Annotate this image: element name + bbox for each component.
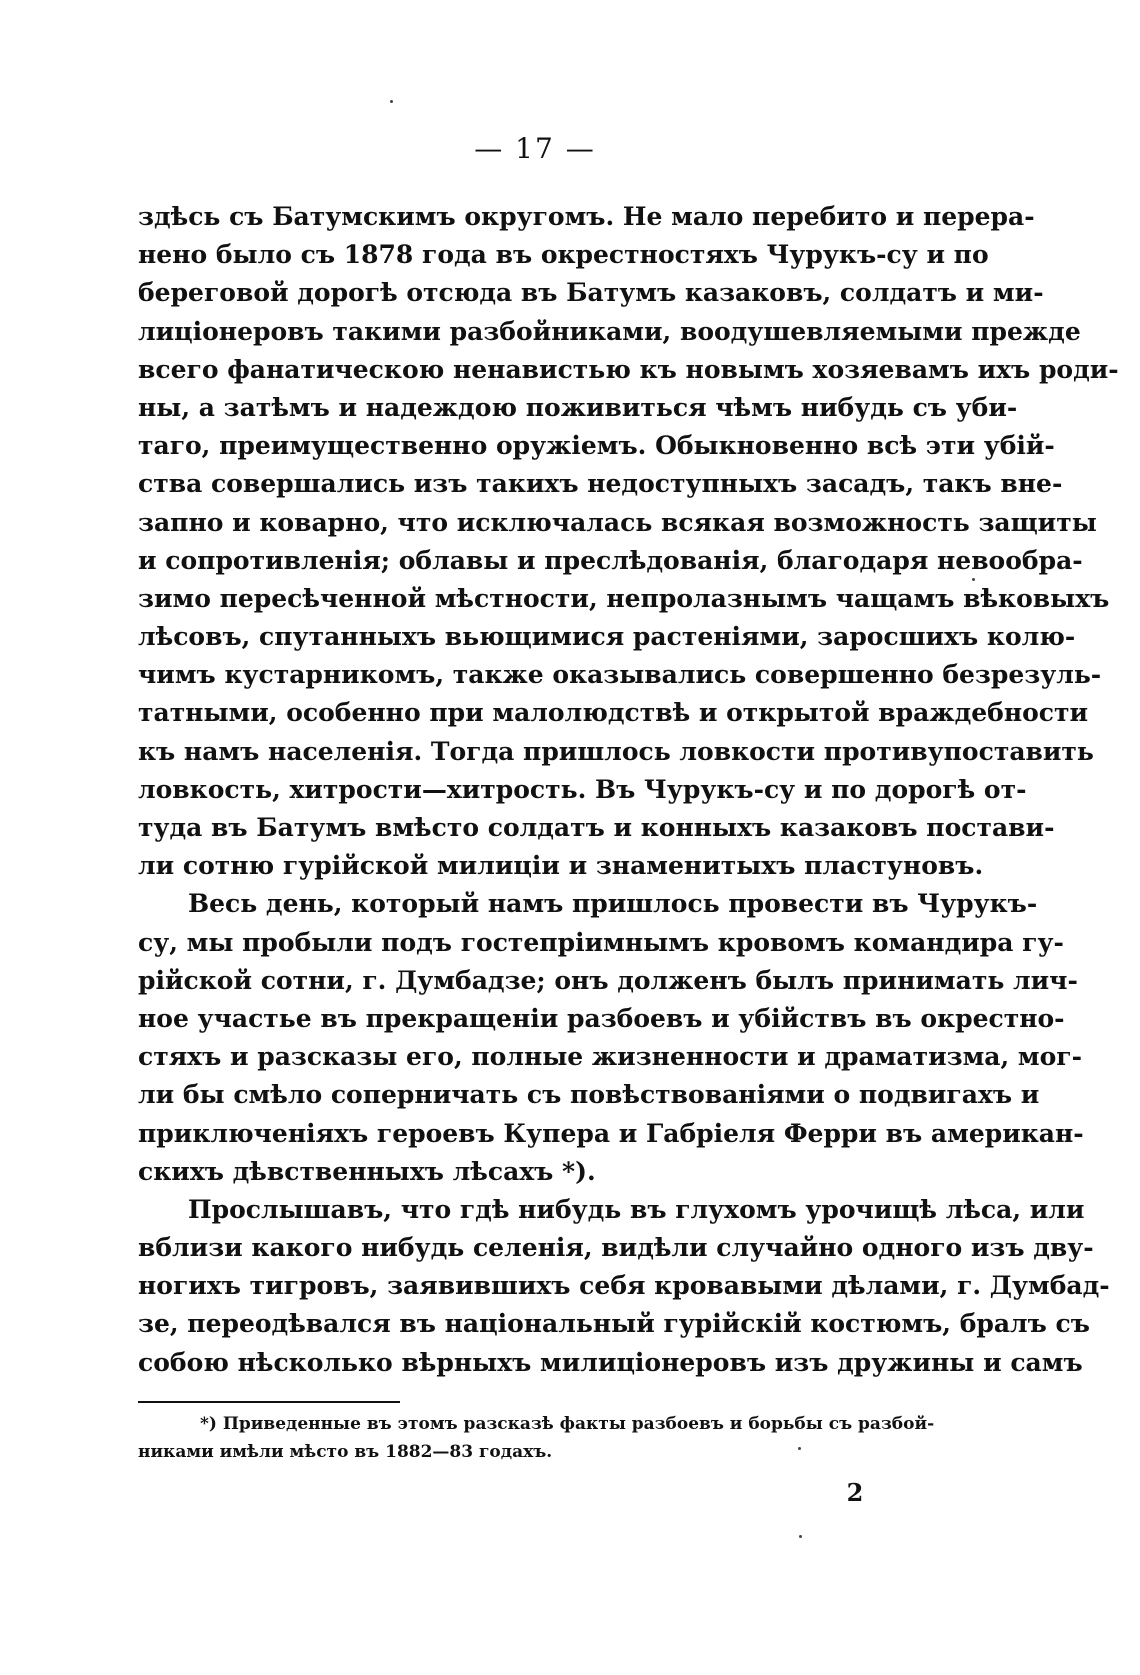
text-line: къ намъ населенія. Тогда пришлось ловкости противупоставить [138,736,1094,766]
signature-mark: 2 [846,1478,864,1507]
text-line: запно и коварно, что исключалась всякая возможность защиты [138,507,1097,537]
scan-speck [798,1447,801,1450]
text-line: и сопротивленія; облавы и преслѣдованія, благодаря невообра- [138,545,1083,575]
text-line: ства совершались изъ такихъ недоступныхъ засадъ, такъ вне- [138,469,1063,499]
text-line: ное участье въ прекращеніи разбоевъ и убійствъ въ окрестно- [138,1003,1065,1033]
text-line: ли бы смѣло соперничать съ повѣствованіями о подвигахъ и [138,1080,1040,1110]
text-line: собою нѣсколько вѣрныхъ милиціонеровъ изъ дружины и самъ [138,1347,1083,1377]
text-line: рійской сотни, г. Думбадзе; онъ долженъ былъ принимать лич- [138,965,1078,995]
text-line: су, мы пробыли подъ гостепріимнымъ кровомъ командира гу- [138,927,1064,957]
text-line: всего фанатическою ненавистью къ новымъ хозяевамъ ихъ роди- [138,354,1119,384]
text-line: скихъ дѣвственныхъ лѣсахъ *). [138,1156,596,1186]
footnote-line: *) Приведенные въ этомъ разсказѣ факты разбоевъ и борьбы съ разбой- [200,1414,935,1434]
body-text [138,198,1119,1382]
scan-speck [390,100,393,103]
text-line: лиціонеровъ такими разбойниками, воодушевляемыми прежде [138,316,1081,346]
text-line: таго, преимущественно оружіемъ. Обыкновенно всѣ эти убій- [138,431,1055,461]
footnote [138,1410,935,1466]
text-line: ногихъ тигровъ, заявившихъ себя кровавыми дѣлами, г. Думбад- [138,1271,1110,1301]
text-line: зе, переодѣвался въ національный гурійскій костюмъ, бралъ съ [138,1309,1090,1339]
text-line: стяхъ и разсказы его, полные жизненности и драматизма, мог- [138,1042,1082,1072]
text-line: Прослышавъ, что гдѣ нибудь въ глухомъ урочищѣ лѣса, или [188,1194,1085,1224]
text-line: ловкость, хитрости—хитрость. Въ Чурукъ-су и по дорогѣ от- [138,774,1027,804]
text-line: чимъ кустарникомъ, также оказывались совершенно безрезуль- [138,660,1102,690]
text-line: нено было съ 1878 года въ окрестностяхъ Чурукъ-су и по [138,240,989,270]
text-line: здѣсь съ Батумскимъ округомъ. Не мало перебито и перера- [138,202,1035,231]
footnote-divider [138,1401,400,1403]
text-line: ли сотню гурійской милиціи и знаменитыхъ пластуновъ. [138,851,984,881]
text-line: туда въ Батумъ вмѣсто солдатъ и конныхъ казаковъ постави- [138,813,1055,842]
text-line: вблизи какого нибудь селенія, видѣли случайно одного изъ дву- [138,1233,1094,1263]
text-line: приключеніяхъ героевъ Купера и Габріеля Ферри въ американ- [138,1118,1084,1148]
text-line: ны, а затѣмъ и надеждою поживиться чѣмъ нибудь съ уби- [138,392,1018,422]
scan-speck [799,1535,802,1538]
text-line: татными, особенно при малолюдствѣ и открытой враждебности [138,698,1089,728]
footnote-line: никами имѣли мѣсто въ 1882—83 годахъ. [138,1442,553,1462]
page-number: — 17 — [474,132,596,165]
text-line: Весь день, который намъ пришлось провести въ Чурукъ- [188,889,1038,919]
text-line: лѣсовъ, спутанныхъ вьющимися растеніями, заросшихъ колю- [138,622,1076,652]
scan-speck [972,578,975,581]
text-line: береговой дорогѣ отсюда въ Батумъ казаковъ, солдатъ и ми- [138,278,1044,308]
text-line: зимо пересѣченной мѣстности, непролазнымъ чащамъ вѣковыхъ [138,583,1110,613]
